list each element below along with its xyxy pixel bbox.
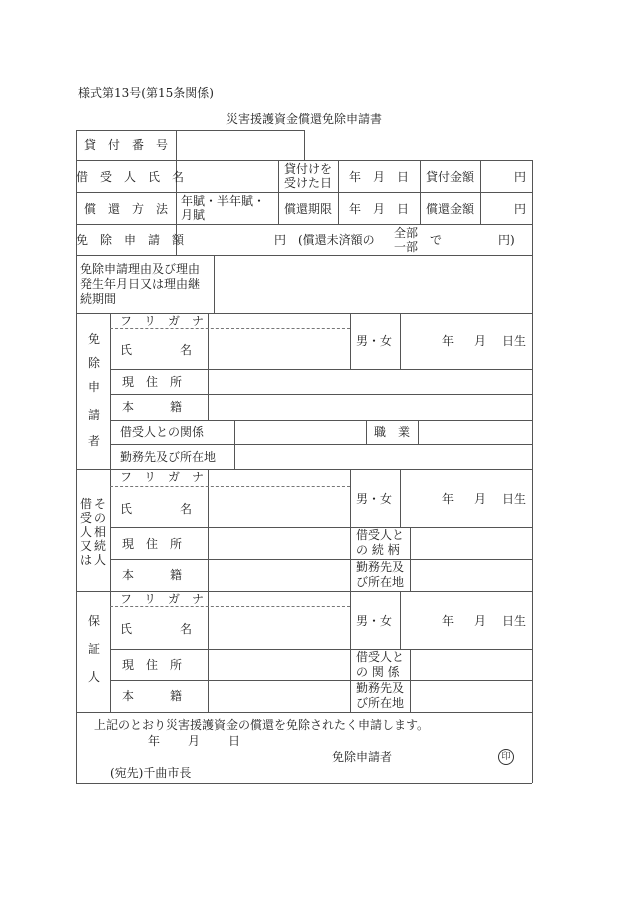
- footer-date-year: 年: [148, 734, 161, 748]
- heir-section-label: 人: [80, 525, 93, 539]
- applicant-birth-day: 日生: [502, 334, 527, 348]
- guarantor-workplace-field[interactable]: [411, 681, 531, 712]
- applicant-signature-field[interactable]: [400, 746, 492, 766]
- guarantor-domicile-field[interactable]: [209, 681, 349, 712]
- unpaid-close: 円): [498, 233, 515, 247]
- applicant-sex[interactable]: 男・女: [356, 334, 393, 348]
- guarantor-address-label: 現 住 所: [122, 658, 183, 672]
- addressee: (宛先)千曲市長: [110, 766, 192, 780]
- reason-label-2: 発生年月日又は理由継: [80, 277, 201, 291]
- applicant-domicile-field[interactable]: [209, 395, 531, 420]
- reason-label-3: 続期間: [80, 292, 117, 306]
- applicant-furigana-field[interactable]: [209, 314, 349, 328]
- guarantor-birth-year: 年: [442, 614, 455, 628]
- heir-name-label: 氏 名: [120, 502, 193, 516]
- loan-amount-field[interactable]: [481, 161, 531, 192]
- applicant-birth-year: 年: [442, 334, 455, 348]
- unpaid-de: で: [430, 233, 443, 247]
- exemption-amount-label: 免 除 申 請 額: [76, 233, 185, 247]
- guarantor-relation-label: 借受人と: [356, 650, 405, 664]
- applicant-occupation-label: 職 業: [374, 425, 411, 439]
- option-all[interactable]: 全部: [394, 226, 419, 240]
- heir-section-label: 受: [80, 511, 93, 525]
- applicant-furigana-label: フ リ ガ ナ: [120, 314, 205, 328]
- loan-date-label-2: 受けた日: [283, 176, 332, 190]
- form-title: 災害援護資金償還免除申請書: [226, 112, 383, 126]
- seal-icon: 印: [498, 749, 514, 765]
- loan-date-field[interactable]: 年 月 日: [348, 170, 409, 184]
- heir-section-label: 相: [94, 525, 107, 539]
- repay-amount-label: 償還金額: [425, 202, 474, 216]
- repay-method-options-2[interactable]: 月賦: [181, 208, 206, 222]
- option-part[interactable]: 一部: [394, 240, 419, 254]
- reason-field[interactable]: [215, 256, 531, 313]
- application-statement: 上記のとおり災害援護資金の償還を免除されたく申請します。: [94, 718, 430, 732]
- repay-method-options[interactable]: 年賦・半年賦・: [181, 194, 266, 208]
- applicant-name-field[interactable]: [209, 330, 349, 368]
- borrower-name-field[interactable]: [177, 161, 277, 192]
- applicant-name-label: 氏 名: [120, 343, 193, 357]
- heir-section-label: の: [94, 511, 107, 525]
- heir-section-label: そ: [94, 497, 107, 511]
- heir-domicile-label: 本 籍: [122, 568, 183, 582]
- guarantor-relation-label-2: の 関 係: [356, 665, 400, 679]
- repay-amount-field[interactable]: [481, 193, 531, 224]
- heir-name-field[interactable]: [209, 488, 349, 526]
- applicant-relation-label: 借受人との関係: [120, 425, 205, 439]
- applicant-section-label: 者: [88, 434, 101, 448]
- exemption-amount-yen: 円: [274, 233, 287, 247]
- unpaid-open: (償還未済額の: [298, 233, 375, 247]
- heir-section-label: 借: [80, 497, 93, 511]
- heir-furigana-label: フ リ ガ ナ: [120, 470, 205, 484]
- heir-relation-label: 借受人と: [356, 528, 405, 542]
- guarantor-address-field[interactable]: [209, 650, 349, 680]
- applicant-address-label: 現 住 所: [122, 375, 183, 389]
- heir-section-label: 続: [94, 539, 107, 553]
- heir-birth-year: 年: [442, 492, 455, 506]
- applicant-relation-field[interactable]: [235, 421, 365, 444]
- borrower-name-label: 借 受 人 氏 名: [76, 170, 185, 184]
- guarantor-sex[interactable]: 男・女: [356, 614, 393, 628]
- heir-relation-field[interactable]: [411, 528, 531, 559]
- applicant-section-label: 請: [88, 408, 101, 422]
- repay-period-label: 償還期限: [283, 202, 332, 216]
- form-number: 様式第13号(第15条関係): [78, 86, 214, 100]
- heir-workplace-label-2: び所在地: [356, 575, 405, 589]
- guarantor-furigana-label: フ リ ガ ナ: [120, 592, 205, 606]
- heir-workplace-field[interactable]: [411, 560, 531, 591]
- heir-address-label: 現 住 所: [122, 537, 183, 551]
- applicant-signature-label: 免除申請者: [332, 750, 393, 764]
- heir-section-label: 人: [94, 553, 107, 567]
- applicant-section-label: 申: [88, 380, 101, 394]
- guarantor-section-label: 人: [88, 670, 101, 684]
- heir-address-field[interactable]: [209, 528, 349, 559]
- reason-label: 免除申請理由及び理由: [80, 262, 201, 276]
- heir-birth-day: 日生: [502, 492, 527, 506]
- applicant-address-field[interactable]: [209, 370, 531, 394]
- guarantor-workplace-label: 勤務先及: [356, 681, 405, 695]
- guarantor-furigana-field[interactable]: [209, 592, 349, 606]
- heir-relation-label-2: の 続 柄: [356, 543, 400, 557]
- guarantor-name-field[interactable]: [209, 608, 349, 648]
- applicant-workplace-label: 勤務先及び所在地: [120, 450, 217, 464]
- loan-date-label: 貸付けを: [283, 162, 332, 176]
- guarantor-section-label: 証: [88, 642, 101, 656]
- guarantor-name-label: 氏 名: [120, 622, 193, 636]
- guarantor-domicile-label: 本 籍: [122, 689, 183, 703]
- guarantor-workplace-label-2: び所在地: [356, 696, 405, 710]
- guarantor-birth-day: 日生: [502, 614, 527, 628]
- repay-method-label: 償 還 方 法: [83, 202, 168, 216]
- applicant-section-label: 免: [88, 332, 101, 346]
- applicant-section-label: 除: [88, 356, 101, 370]
- loan-number-field[interactable]: [177, 131, 303, 160]
- loan-amount-label: 貸付金額: [425, 170, 474, 184]
- heir-workplace-label: 勤務先及: [356, 560, 405, 574]
- applicant-workplace-field[interactable]: [235, 445, 531, 469]
- heir-section-label: は: [80, 553, 93, 567]
- applicant-domicile-label: 本 籍: [122, 400, 183, 414]
- heir-birth-month: 月: [474, 492, 487, 506]
- heir-sex[interactable]: 男・女: [356, 492, 393, 506]
- applicant-birth-month: 月: [474, 334, 487, 348]
- guarantor-section-label: 保: [88, 614, 101, 628]
- loan-amount-yen: 円: [514, 170, 527, 184]
- applicant-occupation-field[interactable]: [419, 421, 531, 444]
- guarantor-birth-month: 月: [474, 614, 487, 628]
- loan-number-label: 貸 付 番 号: [83, 138, 168, 152]
- footer-date-day: 日: [228, 734, 241, 748]
- guarantor-relation-field[interactable]: [411, 650, 531, 680]
- repay-period-field[interactable]: 年 月 日: [348, 202, 409, 216]
- repay-amount-yen: 円: [514, 202, 527, 216]
- heir-section-label: 又: [80, 539, 93, 553]
- heir-furigana-field[interactable]: [209, 470, 349, 485]
- heir-domicile-field[interactable]: [209, 560, 349, 591]
- footer-date-month: 月: [188, 734, 201, 748]
